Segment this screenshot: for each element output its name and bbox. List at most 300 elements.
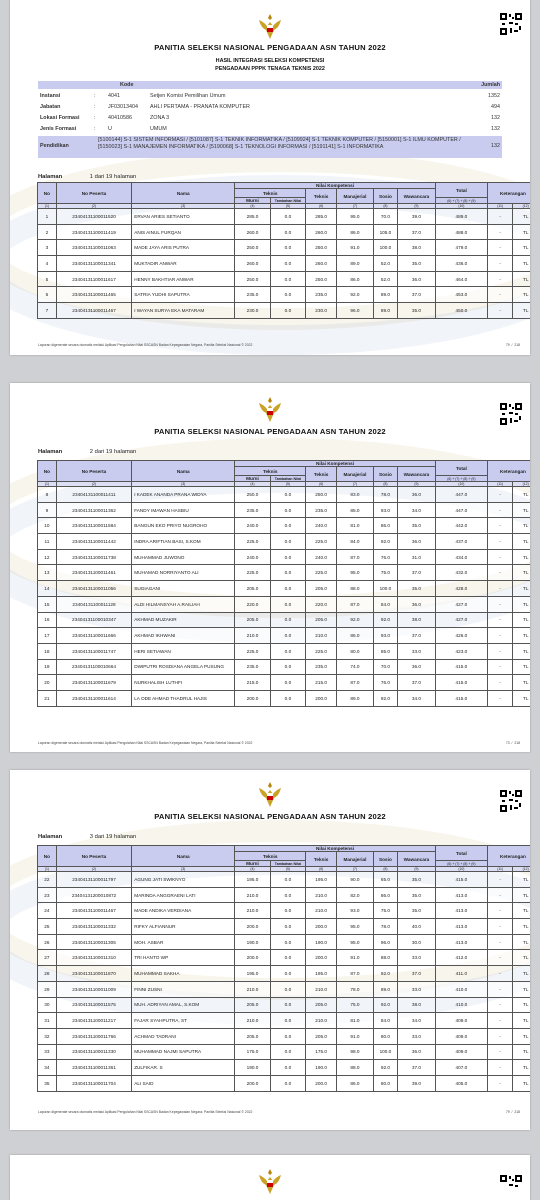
cell-ket2: TL [513, 1044, 530, 1060]
report-footer [38, 343, 520, 347]
cell-wawancara: 33.0 [398, 950, 436, 966]
cell-murni: 225.0 [235, 565, 270, 581]
table-row [38, 209, 531, 225]
lokasi-name: ZONA 3 [150, 115, 170, 121]
col-number: (1) [38, 867, 57, 872]
cell-no: 13 [38, 565, 57, 581]
cell-no: 7 [38, 303, 57, 319]
cell-no: 29 [38, 981, 57, 997]
cell-murni: 240.0 [235, 549, 270, 565]
cell-no: 6 [38, 287, 57, 303]
cell-tambahan: 0.0 [270, 966, 305, 982]
cell-nama: BANGUN EKO PRIYO NUGROHO [132, 518, 235, 534]
cell-nama: AKHMAD IKHWANI [132, 628, 235, 644]
col-number: (11) [487, 867, 512, 872]
cell-manajerial: 92.0 [337, 287, 374, 303]
cell-tambahan: 0.0 [270, 659, 305, 675]
cell-ket2: TL [513, 224, 530, 240]
cell-total: 432.0 [435, 565, 487, 581]
cell-nama: AGUNG JATI SWIKNYO [132, 872, 235, 888]
cell-no: 32 [38, 1028, 57, 1044]
cell-manajerial: 83.0 [337, 487, 374, 503]
pendidikan-row [38, 136, 502, 158]
result-page-2 [10, 383, 530, 752]
cell-tambahan: 0.0 [270, 256, 305, 272]
cell-ket2: TL [513, 549, 530, 565]
colon: : [94, 93, 96, 99]
cell-no_peserta: 23404131100010664 [56, 659, 131, 675]
jenis-code: U [108, 126, 112, 132]
cell-total: 479.0 [435, 240, 487, 256]
cell-no: 11 [38, 534, 57, 550]
cell-tambahan: 0.0 [270, 1044, 305, 1060]
table-row [38, 997, 531, 1013]
cell-teknis: 235.0 [306, 287, 337, 303]
cell-wawancara: 30.0 [398, 934, 436, 950]
col-number: (11) [487, 204, 512, 209]
col-wawancara: Wawancara [398, 852, 436, 867]
cell-ket1: - [487, 240, 512, 256]
cell-sosio: 80.0 [373, 1075, 397, 1091]
cell-murni: 205.0 [235, 612, 270, 628]
cell-manajerial: 96.0 [337, 303, 374, 319]
cell-total: 405.0 [435, 1075, 487, 1091]
cell-tambahan: 0.0 [270, 1028, 305, 1044]
col-number: (7) [337, 204, 374, 209]
cell-ket2: TL [513, 675, 530, 691]
cell-teknis: 195.0 [306, 966, 337, 982]
cell-ket2: TL [513, 1028, 530, 1044]
col-no: No [38, 461, 57, 482]
cell-teknis: 250.0 [306, 487, 337, 503]
cell-nama: TRI HANTO WP [132, 950, 235, 966]
col-number: (10) [435, 482, 487, 487]
cell-no_peserta: 23404131100011575 [56, 997, 131, 1013]
lokasi-row [38, 113, 502, 124]
cell-sosio: 80.0 [373, 1028, 397, 1044]
cell-sosio: 86.0 [373, 887, 397, 903]
halaman-indicator [38, 834, 136, 840]
cell-murni: 210.0 [235, 903, 270, 919]
cell-no: 17 [38, 628, 57, 644]
cell-nama: ALDI HILMANSYAH A.RAILIAH [132, 596, 235, 612]
cell-tambahan: 0.0 [270, 271, 305, 287]
col-sosio: Sosio [373, 852, 397, 867]
cell-sosio: 92.0 [373, 1060, 397, 1076]
col-nama: Nama [132, 183, 235, 204]
cell-sosio: 89.0 [373, 981, 397, 997]
cell-sosio: 85.0 [373, 643, 397, 659]
garuda-emblem-icon [257, 395, 283, 425]
cell-ket2: TL [513, 271, 530, 287]
qr-code-icon [500, 790, 522, 812]
col-number: (5) [270, 204, 305, 209]
cell-ket1: - [487, 1028, 512, 1044]
table-row [38, 534, 531, 550]
cell-teknis: 195.0 [306, 872, 337, 888]
cell-total: 447.0 [435, 487, 487, 503]
cell-teknis: 260.0 [306, 224, 337, 240]
cell-ket1: - [487, 565, 512, 581]
cell-murni: 205.0 [235, 997, 270, 1013]
cell-wawancara: 38.0 [398, 240, 436, 256]
cell-sosio: 100.0 [373, 240, 397, 256]
cell-total: 413.0 [435, 919, 487, 935]
cell-tambahan: 0.0 [270, 596, 305, 612]
instansi-row [38, 91, 502, 102]
score-table [37, 845, 530, 1092]
cell-nama: RIFKY ALFIANNUR [132, 919, 235, 935]
cell-manajerial: 93.0 [337, 903, 374, 919]
cell-tambahan: 0.0 [270, 675, 305, 691]
score-table [37, 182, 530, 319]
cell-no_peserta: 23404131100011128 [56, 596, 131, 612]
cell-murni: 260.0 [235, 224, 270, 240]
cell-teknis: 235.0 [306, 502, 337, 518]
table-row [38, 1028, 531, 1044]
col-number: (2) [56, 482, 131, 487]
halaman-label: Halaman [38, 834, 63, 840]
cell-sosio: 93.0 [373, 502, 397, 518]
cell-tambahan: 0.0 [270, 919, 305, 935]
cell-total: 427.0 [435, 596, 487, 612]
cell-nama: ACHMAD TADRANI [132, 1028, 235, 1044]
cell-ket1: - [487, 518, 512, 534]
cell-manajerial: 95.0 [337, 565, 374, 581]
cell-wawancara: 38.0 [398, 612, 436, 628]
cell-ket2: TL [513, 903, 530, 919]
cell-no: 21 [38, 690, 57, 706]
cell-tambahan: 0.0 [270, 981, 305, 997]
cell-sosio: 65.0 [373, 872, 397, 888]
cell-ket1: - [487, 534, 512, 550]
cell-teknis: 200.0 [306, 1075, 337, 1091]
col-nilai-kompetensi: Nilai Kompetensi [235, 183, 436, 189]
cell-murni: 205.0 [235, 1028, 270, 1044]
cell-nama: MUHAMMAD JUWONO [132, 549, 235, 565]
cell-no: 26 [38, 934, 57, 950]
col-nama: Nama [132, 846, 235, 867]
halaman-indicator [38, 449, 136, 455]
cell-no_peserta: 23404131100011361 [56, 1060, 131, 1076]
cell-total: 453.0 [435, 287, 487, 303]
cell-ket1: - [487, 659, 512, 675]
cell-wawancara: 35.0 [398, 518, 436, 534]
cell-wawancara: 37.0 [398, 1060, 436, 1076]
cell-tambahan: 0.0 [270, 534, 305, 550]
cell-total: 442.0 [435, 518, 487, 534]
cell-murni: 200.0 [235, 1075, 270, 1091]
cell-sosio: 75.0 [373, 903, 397, 919]
cell-total: 412.0 [435, 950, 487, 966]
cell-no: 15 [38, 596, 57, 612]
cell-nama: LA ODE AHMAD THADRUL HAJIS [132, 690, 235, 706]
cell-murni: 210.0 [235, 981, 270, 997]
cell-no_peserta: 23404131100011679 [56, 675, 131, 691]
cell-sosio: 70.0 [373, 659, 397, 675]
cell-murni: 210.0 [235, 1013, 270, 1029]
cell-murni: 175.0 [235, 1044, 270, 1060]
cell-manajerial: 87.0 [337, 596, 374, 612]
pendidikan-label: Pendidikan [40, 143, 69, 149]
formation-info [38, 81, 502, 158]
cell-no: 35 [38, 1075, 57, 1091]
cell-tambahan: 0.0 [270, 903, 305, 919]
cell-manajerial: 85.0 [337, 502, 374, 518]
qr-code-icon [500, 13, 522, 35]
cell-nama: FINNI ZUSNI [132, 981, 235, 997]
cell-no_peserta: 23404131100011310 [56, 950, 131, 966]
cell-ket2: TL [513, 1075, 530, 1091]
col-number: (12) [513, 204, 530, 209]
cell-murni: 195.0 [235, 966, 270, 982]
cell-ket1: - [487, 675, 512, 691]
cell-manajerial: 89.0 [337, 256, 374, 272]
col-number: (2) [56, 204, 131, 209]
col-total-formula: (6) + (7) + (8) + (9) [435, 476, 487, 482]
cell-sosio: 93.0 [373, 628, 397, 644]
cell-no: 16 [38, 612, 57, 628]
cell-murni: 250.0 [235, 271, 270, 287]
table-row [38, 518, 531, 534]
cell-no_peserta: 23404131100011341 [56, 256, 131, 272]
cell-ket1: - [487, 872, 512, 888]
cell-total: 489.0 [435, 209, 487, 225]
col-no-peserta: No Peserta [56, 846, 131, 867]
cell-manajerial: 98.0 [337, 1044, 374, 1060]
cell-total: 434.0 [435, 549, 487, 565]
cell-teknis: 225.0 [306, 534, 337, 550]
col-number: (9) [398, 482, 436, 487]
col-number: (6) [306, 482, 337, 487]
cell-manajerial: 86.0 [337, 1075, 374, 1091]
cell-tambahan: 0.0 [270, 287, 305, 303]
cell-wawancara: 35.0 [398, 887, 436, 903]
cell-total: 413.0 [435, 903, 487, 919]
cell-wawancara: 33.0 [398, 981, 436, 997]
cell-no_peserta: 23404131100011217 [56, 1013, 131, 1029]
cell-no: 1 [38, 209, 57, 225]
table-row [38, 303, 531, 319]
cell-sosio: 92.0 [373, 966, 397, 982]
col-teknis: Teknis [306, 189, 337, 204]
cell-wawancara: 39.0 [398, 1075, 436, 1091]
cell-tambahan: 0.0 [270, 1060, 305, 1076]
cell-sosio: 88.0 [373, 950, 397, 966]
cell-nama: ANIS AINUL FURQAN [132, 224, 235, 240]
info-header [38, 81, 502, 89]
cell-teknis: 205.0 [306, 1028, 337, 1044]
cell-no: 5 [38, 271, 57, 287]
cell-no_peserta: 23404131100011766 [56, 1028, 131, 1044]
cell-manajerial: 87.0 [337, 966, 374, 982]
cell-tambahan: 0.0 [270, 628, 305, 644]
jabatan-name: AHLI PERTAMA - PRANATA KOMPUTER [150, 104, 250, 110]
pendidikan-jumlah: 132 [491, 143, 500, 149]
cell-teknis: 200.0 [306, 690, 337, 706]
cell-teknis: 190.0 [306, 1060, 337, 1076]
col-total-formula: (6) + (7) + (8) + (9) [435, 198, 487, 204]
cell-no_peserta: 23404131100011419 [56, 224, 131, 240]
cell-ket2: TL [513, 596, 530, 612]
col-manajerial: Manajerial [337, 467, 374, 482]
table-row [38, 659, 531, 675]
col-sosio: Sosio [373, 189, 397, 204]
cell-murni: 250.0 [235, 240, 270, 256]
cell-teknis: 235.0 [306, 659, 337, 675]
cell-wawancara: 36.0 [398, 1044, 436, 1060]
cell-nama: INDRA ARIFTIAN BASI, S.KOM [132, 534, 235, 550]
cell-nama: HERI SETIAWAN [132, 643, 235, 659]
cell-murni: 260.0 [235, 256, 270, 272]
cell-tambahan: 0.0 [270, 934, 305, 950]
cell-sosio: 105.0 [373, 224, 397, 240]
cell-manajerial: 81.0 [337, 1013, 374, 1029]
cell-sosio: 75.0 [373, 565, 397, 581]
cell-ket1: - [487, 643, 512, 659]
cell-no_peserta: 23404131100011332 [56, 919, 131, 935]
cell-ket2: TL [513, 919, 530, 935]
cell-total: 409.0 [435, 1028, 487, 1044]
table-row [38, 224, 531, 240]
cell-ket1: - [487, 903, 512, 919]
cell-total: 415.0 [435, 659, 487, 675]
cell-total: 488.0 [435, 224, 487, 240]
cell-nama: DWIPUTRI ROSDIANA ANGELA PUSUNG [132, 659, 235, 675]
col-number: (2) [56, 867, 131, 872]
cell-no: 18 [38, 643, 57, 659]
table-row [38, 487, 531, 503]
cell-wawancara: 36.0 [398, 596, 436, 612]
cell-ket1: - [487, 919, 512, 935]
col-manajerial: Manajerial [337, 189, 374, 204]
cell-teknis: 210.0 [306, 903, 337, 919]
cell-murni: 195.0 [235, 872, 270, 888]
cell-murni: 225.0 [235, 643, 270, 659]
cell-ket1: - [487, 1013, 512, 1029]
cell-sosio: 86.0 [373, 518, 397, 534]
col-tambahan: Tambahan Nilai [270, 198, 305, 204]
cell-ket2: TL [513, 502, 530, 518]
cell-ket1: - [487, 1060, 512, 1076]
col-number: (10) [435, 867, 487, 872]
cell-teknis: 230.0 [306, 303, 337, 319]
cell-total: 413.0 [435, 887, 487, 903]
col-no: No [38, 846, 57, 867]
cell-total: 413.0 [435, 934, 487, 950]
col-keterangan: Keterangan [487, 183, 530, 204]
cell-ket2: TL [513, 628, 530, 644]
cell-murni: 205.0 [235, 581, 270, 597]
cell-sosio: 78.0 [373, 487, 397, 503]
cell-ket1: - [487, 549, 512, 565]
cell-tambahan: 0.0 [270, 950, 305, 966]
cell-no: 23 [38, 887, 57, 903]
instansi-name: Setjen Komisi Pemilihan Umum [150, 93, 226, 99]
cell-ket1: - [487, 966, 512, 982]
cell-no: 34 [38, 1060, 57, 1076]
cell-ket1: - [487, 950, 512, 966]
report-footer [38, 741, 520, 745]
cell-ket1: - [487, 209, 512, 225]
lokasi-jumlah: 132 [491, 115, 500, 121]
cell-manajerial: 90.0 [337, 872, 374, 888]
cell-ket2: TL [513, 950, 530, 966]
cell-ket1: - [487, 303, 512, 319]
cell-manajerial: 92.0 [337, 612, 374, 628]
cell-no_peserta: 23404131100011747 [56, 643, 131, 659]
cell-no_peserta: 23404131100011870 [56, 966, 131, 982]
footer-text: Laporan digenerate secara otomatis melalui Aplikasi Pengolahan Nilai SSCASN Badan Kepegawaian Negara, Panitia Seleksi Nasional © 2022 [38, 741, 253, 745]
col-total: Total [435, 461, 487, 476]
col-number: (3) [132, 204, 235, 209]
cell-sosio: 76.0 [373, 549, 397, 565]
cell-murni: 235.0 [235, 502, 270, 518]
cell-no_peserta: 23404131100011704 [56, 1075, 131, 1091]
cell-nama: AKHMAD MUZAKIR [132, 612, 235, 628]
instansi-label: Instansi [40, 93, 61, 99]
cell-murni: 200.0 [235, 950, 270, 966]
col-keterangan: Keterangan [487, 846, 530, 867]
cell-total: 410.0 [435, 997, 487, 1013]
garuda-emblem-icon [257, 12, 283, 42]
cell-no: 2 [38, 224, 57, 240]
cell-murni: 200.0 [235, 919, 270, 935]
page-title: PANITIA SELEKSI NASIONAL PENGADAAN ASN TAHUN 2022 [154, 812, 386, 821]
cell-nama: MUH. ADRIYAN AMAL, S.KOM [132, 997, 235, 1013]
cell-teknis: 260.0 [306, 256, 337, 272]
cell-ket1: - [487, 271, 512, 287]
col-teknis-group: Teknis [235, 189, 306, 198]
cell-manajerial: 82.0 [337, 887, 374, 903]
col-number: (1) [38, 204, 57, 209]
col-number: (4) [235, 867, 270, 872]
cell-tambahan: 0.0 [270, 487, 305, 503]
cell-manajerial: 91.0 [337, 950, 374, 966]
col-nama: Nama [132, 461, 235, 482]
page-number: 73 / 218 [505, 741, 520, 745]
jabatan-code: JF03013404 [108, 104, 138, 110]
col-teknis: Teknis [306, 852, 337, 867]
halaman-total: dari 19 halaman [94, 834, 137, 840]
cell-total: 427.0 [435, 612, 487, 628]
cell-sosio: 89.0 [373, 303, 397, 319]
cell-sosio: 92.0 [373, 997, 397, 1013]
table-row [38, 887, 531, 903]
cell-tambahan: 0.0 [270, 1075, 305, 1091]
cell-murni: 210.0 [235, 628, 270, 644]
cell-wawancara: 35.0 [398, 303, 436, 319]
cell-sosio: 92.0 [373, 612, 397, 628]
cell-ket2: TL [513, 612, 530, 628]
cell-ket2: TL [513, 934, 530, 950]
cell-teknis: 220.0 [306, 596, 337, 612]
cell-wawancara: 37.0 [398, 287, 436, 303]
cell-tambahan: 0.0 [270, 581, 305, 597]
cell-sosio: 92.0 [373, 690, 397, 706]
kode-label: Kode [120, 82, 134, 88]
col-number: (8) [373, 482, 397, 487]
cell-manajerial: 95.0 [337, 919, 374, 935]
col-number: (5) [270, 867, 305, 872]
table-row [38, 872, 531, 888]
cell-ket2: TL [513, 287, 530, 303]
col-teknis: Teknis [306, 467, 337, 482]
cell-no_peserta: 23404131100011467 [56, 903, 131, 919]
cell-tambahan: 0.0 [270, 887, 305, 903]
garuda-emblem-icon [257, 1167, 283, 1197]
cell-ket2: TL [513, 565, 530, 581]
